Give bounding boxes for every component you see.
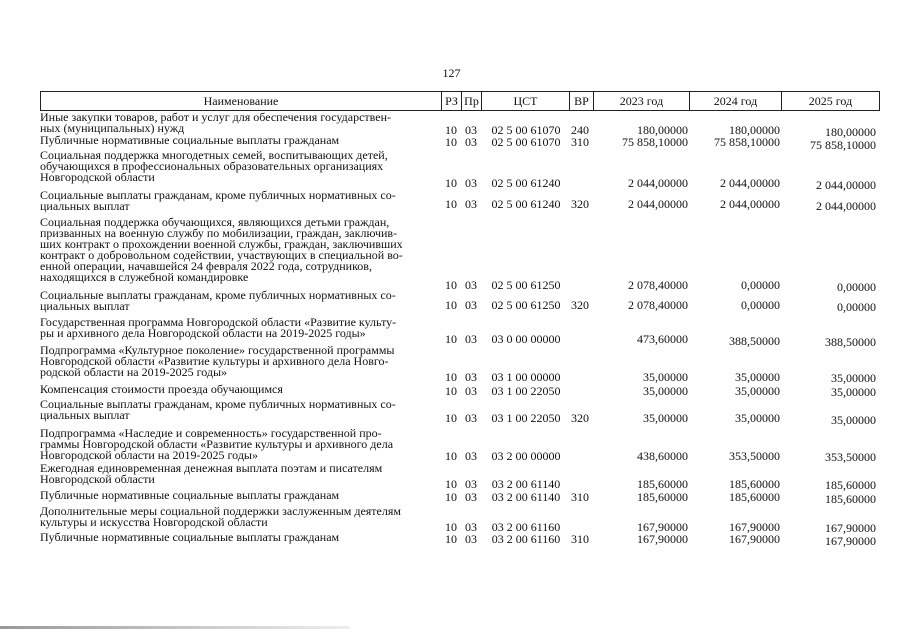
row-name: Публичные нормативные социальные выплаты гражданам [40,133,340,147]
table-body [0,112,903,548]
row-pr: 03 [465,278,477,292]
row-cst: 02 5 00 61250 [491,298,561,312]
row-2025: 185,60000 [825,492,876,506]
row-cst: 03 0 00 00000 [491,332,561,346]
table-row [0,463,903,490]
row-pr: 03 [465,176,477,190]
header-rz: РЗ [441,92,461,110]
row-vr: 320 [571,411,589,425]
row-2024: 353,50000 [729,449,780,463]
header-pr: Пр [461,92,481,110]
row-name: Дополнительные меры социальной поддержки заслуженным деятелям культуры и искусства Новгородской области [40,504,401,529]
page-number: 127 [442,66,461,80]
table-header [40,91,880,111]
row-cst: 03 2 00 61140 [491,490,561,504]
row-2024: 180,00000 [729,123,780,137]
row-2024: 185,60000 [729,490,780,504]
table-row [0,190,903,217]
table-row [0,399,903,428]
row-2025: 0,00000 [837,280,876,294]
row-name: Социальные выплаты гражданам, кроме публичных нормативных со- циальных выплат [40,397,396,422]
table-row [0,110,903,139]
row-2025: 185,60000 [825,478,876,492]
row-2024: 35,00000 [735,411,780,425]
row-name: Социальная поддержка многодетных семей, воспитывающих детей, обучающихся в профессиональных образовательных организациях Новгородской области [40,148,388,184]
row-rz: 10 [445,411,457,425]
row-name: Социальная поддержка обучающихся, являющихся детьми граждан, призванных на военную службу по мобилизации, граждан, заключив- ших контракт о прохождении военной службы, граждан, заключивших контракт о добровольном содействии, участвующих в специальной во- енной операции, начавшейся 24 февраля 2022 года, сотрудников, находящихся в служебной командировке [40,215,403,284]
row-rz: 10 [445,123,457,137]
row-2023: 167,90000 [637,532,688,546]
row-2025: 353,50000 [825,450,876,464]
row-2023: 35,00000 [643,411,688,425]
row-cst: 03 2 00 61140 [491,477,561,491]
row-2025: 2 044,00000 [816,199,876,213]
row-rz: 10 [445,197,457,211]
row-name: Иные закупки товаров, работ и услуг для обеспечения государствен- ных (муниципальных) нужд [40,110,391,135]
row-cst: 02 5 00 61070 [491,123,561,137]
header-name: Наименование [203,94,279,108]
row-vr: 310 [571,135,589,149]
row-2023: 2 078,40000 [628,298,688,312]
row-cst: 03 2 00 61160 [491,520,561,534]
row-name: Государственная программа Новгородской области «Развитие культу- ры и архивного дела Новгородской области на 2019-2025 годы» [40,315,397,340]
row-cst: 02 5 00 61070 [491,135,561,149]
row-cst: 03 2 00 00000 [491,449,561,463]
row-2025: 2 044,00000 [816,178,876,192]
row-pr: 03 [465,411,477,425]
row-2023: 185,60000 [637,490,688,504]
row-2023: 185,60000 [637,477,688,491]
row-2023: 75 858,10000 [622,135,688,149]
table-row [0,345,903,384]
row-rz: 10 [445,278,457,292]
row-2024: 35,00000 [735,370,780,384]
row-2023: 35,00000 [643,370,688,384]
row-pr: 03 [465,449,477,463]
row-2023: 167,90000 [637,520,688,534]
row-2023: 2 078,40000 [628,278,688,292]
row-cst: 03 1 00 22050 [491,384,561,398]
row-name: Публичные нормативные социальные выплаты гражданам [40,488,340,502]
row-name: Компенсация стоимости проезда обучающимся [40,382,283,396]
row-2025: 0,00000 [837,300,876,314]
row-name: Публичные нормативные социальные выплаты гражданам [40,530,340,544]
table-row [0,290,903,317]
table-row [0,150,903,190]
header-2023: 2023 год [593,92,689,110]
row-name: Подпрограмма «Наследие и современность» государственной про- граммы Новгородской области «Развитие культуры и архивного дела Новгородской области на 2019-2025 годы» [40,426,394,462]
row-vr: 320 [571,298,589,312]
row-rz: 10 [445,298,457,312]
row-2023: 180,00000 [637,123,688,137]
row-rz: 10 [445,370,457,384]
row-2024: 35,00000 [735,384,780,398]
row-rz: 10 [445,449,457,463]
row-pr: 03 [465,370,477,384]
row-vr: 240 [571,123,589,137]
row-2024: 388,50000 [729,334,780,348]
row-2024: 2 044,00000 [720,176,780,190]
row-cst: 02 5 00 61240 [491,176,561,190]
row-rz: 10 [445,490,457,504]
row-rz: 10 [445,332,457,346]
row-2025: 388,50000 [825,335,876,349]
row-rz: 10 [445,384,457,398]
row-2024: 0,00000 [741,298,780,312]
row-pr: 03 [465,135,477,149]
row-name: Ежегодная единовременная денежная выплата поэтам и писателям Новгородской области [40,461,383,486]
row-rz: 10 [445,520,457,534]
row-vr: 310 [571,532,589,546]
row-2025: 167,90000 [825,521,876,535]
row-2024: 185,60000 [729,477,780,491]
row-2025: 35,00000 [831,385,876,399]
row-2024: 167,90000 [729,520,780,534]
row-rz: 10 [445,532,457,546]
header-2024: 2024 год [689,92,781,110]
row-name: Социальные выплаты гражданам, кроме публичных нормативных со- циальных выплат [40,288,396,313]
row-rz: 10 [445,135,457,149]
table-row [0,315,903,349]
row-2025: 35,00000 [831,413,876,427]
row-pr: 03 [465,490,477,504]
row-2025: 75 858,10000 [810,138,876,152]
header-cst: ЦСТ [481,92,569,110]
table-row [0,532,903,548]
row-rz: 10 [445,176,457,190]
row-2024: 2 044,00000 [720,197,780,211]
row-name: Подпрограмма «Культурное поколение» государственной программы Новгородской области «Развитие культуры и архивного дела Новго- родской области на 2019-2025 годы» [40,343,395,379]
row-cst: 03 1 00 00000 [491,370,561,384]
row-2023: 2 044,00000 [628,176,688,190]
table-row [0,428,903,463]
scan-edge-line [0,626,350,629]
row-2024: 0,00000 [741,278,780,292]
row-pr: 03 [465,123,477,137]
row-pr: 03 [465,520,477,534]
row-2025: 35,00000 [831,371,876,385]
row-rz: 10 [445,477,457,491]
row-name: Социальные выплаты гражданам, кроме публичных нормативных со- циальных выплат [40,188,396,213]
row-pr: 03 [465,197,477,211]
row-cst: 03 2 00 61160 [491,532,561,546]
row-pr: 03 [465,332,477,346]
row-cst: 02 5 00 61250 [491,278,561,292]
table-row [0,504,903,535]
row-2023: 473,60000 [637,332,688,346]
row-pr: 03 [465,384,477,398]
table-row [0,215,903,294]
row-2023: 35,00000 [643,384,688,398]
row-vr: 320 [571,197,589,211]
row-2025: 180,00000 [825,125,876,139]
row-2023: 2 044,00000 [628,197,688,211]
row-2023: 438,60000 [637,449,688,463]
row-pr: 03 [465,477,477,491]
row-2024: 75 858,10000 [714,135,780,149]
row-vr: 310 [571,490,589,504]
header-vr: ВР [569,92,593,110]
row-pr: 03 [465,298,477,312]
row-cst: 03 1 00 22050 [491,411,561,425]
header-2025: 2025 год [781,92,879,110]
row-2024: 167,90000 [729,532,780,546]
row-pr: 03 [465,532,477,546]
row-cst: 02 5 00 61240 [491,197,561,211]
row-2025: 167,90000 [825,534,876,548]
